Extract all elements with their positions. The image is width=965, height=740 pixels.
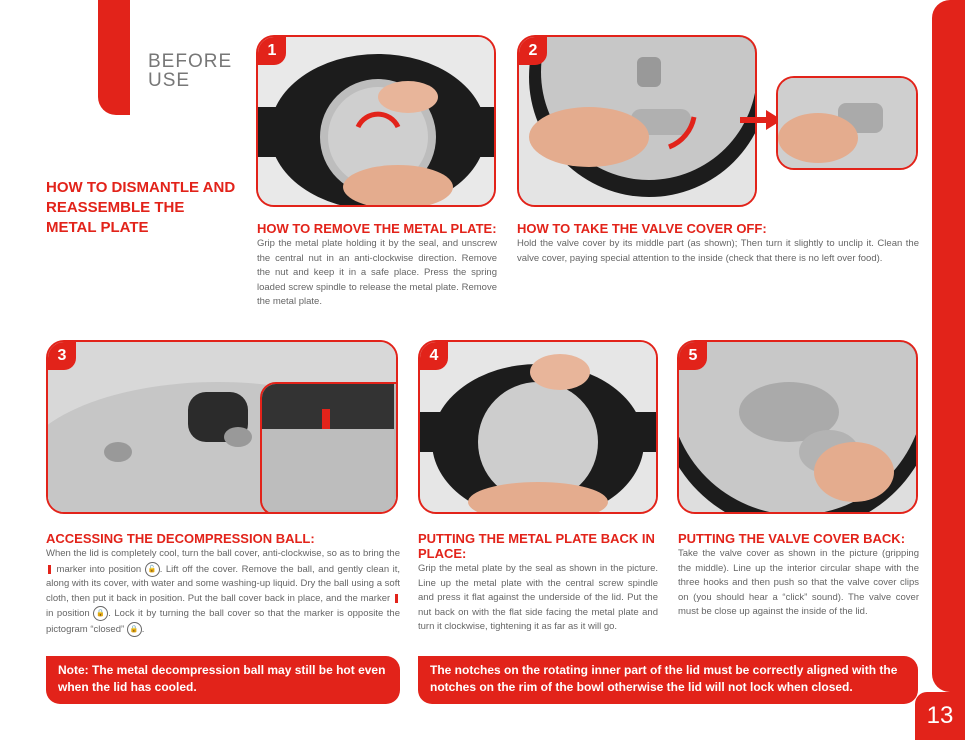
step-2-inset-illustration [778, 78, 916, 168]
padlock-open-icon: 🔓 [145, 562, 160, 577]
page-title: HOW TO DISMANTLE AND REASSEMBLE THE METAL PLATE [46, 179, 236, 236]
step-3-inset-illustration [262, 384, 394, 510]
step-4-badge: 4 [420, 342, 448, 370]
step-5-badge: 5 [679, 342, 707, 370]
padlock-closed-icon: 🔒 [93, 606, 108, 621]
step-1-illustration [258, 37, 494, 205]
step-2-badge: 2 [519, 37, 547, 65]
step-1-badge: 1 [258, 37, 286, 65]
section-label [148, 52, 232, 90]
section-label-line1: BEFORE [148, 51, 233, 72]
step-2-title: HOW TO TAKE THE VALVE COVER OFF: [517, 221, 767, 236]
step-1-photo [256, 35, 496, 207]
step-4-text [418, 531, 658, 635]
page-number: 13 [915, 692, 965, 740]
step-5-illustration [679, 342, 916, 512]
step-3-body [46, 547, 400, 637]
section-label-line2: USE [148, 70, 191, 91]
step-3-title: ACCESSING THE DECOMPRESSION BALL: [46, 531, 315, 546]
step-5-body: Take the valve cover as shown in the picture (gripping the middle). Line up the interior circular shape with the three hooks and then push so that the valve cover clips on (you should hear a “click” sound). The valve cover must be close up against the inside of the lid. [678, 548, 919, 617]
step-3-inset-photo [260, 382, 398, 514]
step-1-text [257, 221, 497, 310]
padlock-closed-icon: 🔒 [127, 622, 142, 637]
step-3-body-part-4: in position [46, 608, 90, 620]
step-2-text [517, 221, 919, 266]
step-4-body: Grip the metal plate by the seal as shown in the picture. Line up the metal plate with the central screw spindle and press it flat against the underside of the lid. Put the nut back on with the flat side facing the metal plate and turn it clockwise, tightening it as far as it will go. [418, 563, 658, 632]
step-3-body-part-5: . Lock it by turning the ball cover so that the marker is opposite the pictogram “closed” [46, 608, 400, 635]
position-marker-icon [48, 565, 51, 574]
step-4-photo [418, 340, 658, 514]
step-3-badge: 3 [48, 342, 76, 370]
step-2-body: Hold the valve cover by its middle part (as shown); Then turn it slightly to unclip it. Clean the valve cover, paying special attention to the inside (check that there is no left over food). [517, 238, 919, 264]
step-1-body: Grip the metal plate holding it by the seal, and unscrew the central nut in an anti-clockwise direction. Remove the nut and keep it in a safe place. Press the spring loaded screw spindle to release the metal plate. Remove the metal plate. [257, 238, 497, 307]
step-1-title: HOW TO REMOVE THE METAL PLATE: [257, 221, 497, 236]
position-marker-icon [395, 594, 398, 603]
step-2-photo [517, 35, 757, 207]
step-3-text [46, 531, 400, 637]
step-3-body-part-3: . Lift off the cover. Remove the ball, and gently clean it, along with its cover, with water and some washing-up liquid. Dry the ball using a soft cloth, then put it back in position. Put the ball cover back in place, and the marker [46, 563, 401, 604]
step-3-photo [46, 340, 398, 514]
side-tab [932, 0, 965, 692]
step-2-inset-photo [776, 76, 918, 170]
step-5-title: PUTTING THE VALVE COVER BACK: [678, 531, 906, 546]
step-5-text [678, 531, 919, 620]
step-3-body-part-6: . [141, 623, 145, 635]
step-4-illustration [420, 342, 656, 512]
step-3-body-part-1: When the lid is completely cool, turn the ball cover, anti-clockwise, so as to bring the [46, 548, 400, 559]
step-3-body-part-2: marker into position [56, 563, 142, 575]
step-2-illustration [519, 37, 755, 205]
step-5-photo [677, 340, 918, 514]
note-right: The notches on the rotating inner part of the lid must be correctly aligned with the notches on the rim of the bowl otherwise the lid will not lock when closed. [418, 656, 918, 704]
note-left: Note: The metal decompression ball may still be hot even when the lid has cooled. [46, 656, 400, 704]
step-4-title: PUTTING THE METAL PLATE BACK IN PLACE: [418, 531, 655, 561]
